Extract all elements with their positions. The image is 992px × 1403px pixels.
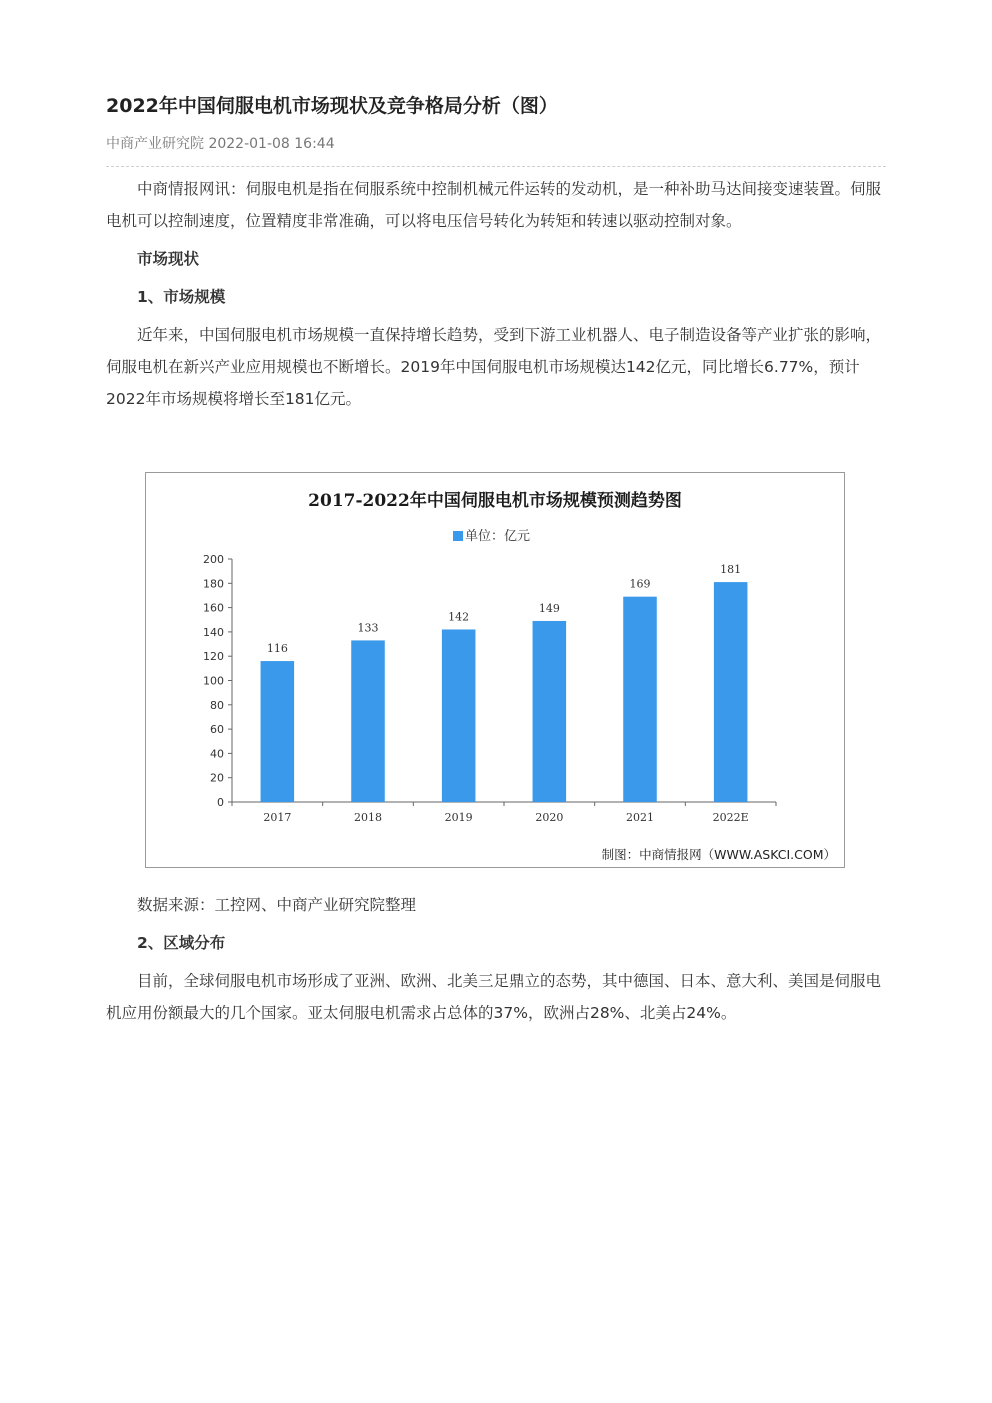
intro-paragraph: 中商情报网讯：伺服电机是指在伺服系统中控制机械元件运转的发动机，是一种补助马达间接变速装置。伺服电机可以控制速度，位置精度非常准确，可以将电压信号转化为转矩和转速以驱动控制对象。 xyxy=(106,180,882,230)
x-tick-label: 2018 xyxy=(354,811,382,824)
chart-credit: 制图：中商情报网（WWW.ASKCI.COM） xyxy=(601,847,836,862)
plot-area xyxy=(203,553,776,824)
bar xyxy=(351,640,385,802)
legend-label: 单位：亿元 xyxy=(465,529,531,544)
subsection-heading-regional: 2、区域分布 xyxy=(137,934,226,952)
data-label: 116 xyxy=(266,642,288,656)
y-tick-label: 100 xyxy=(203,674,224,688)
regional-paragraph: 目前，全球伺服电机市场形成了亚洲、欧洲、北美三足鼎立的态势，其中德国、日本、意大利、美国是伺服电机应用份额最大的几个国家。亚太伺服电机需求占总体的37%，欧洲占28%、北美占24%。 xyxy=(106,972,882,1022)
x-tick-label: 2021 xyxy=(626,811,654,824)
bar-chart xyxy=(146,473,844,867)
article-meta: 中商产业研究院 2022-01-08 16:44 xyxy=(106,136,335,152)
article-continued xyxy=(106,889,886,1029)
bar xyxy=(442,629,476,802)
market-size-paragraph: 近年来，中国伺服电机市场规模一直保持增长趋势，受到下游工业机器人、电子制造设备等产业扩张的影响，伺服电机在新兴产业应用规模也不断增长。2019年中国伺服电机市场规模达142亿元，同比增长6.77%，预计2022年市场规模将增长至181亿元。 xyxy=(106,326,882,408)
x-tick-label: 2019 xyxy=(444,811,473,824)
y-tick-label: 120 xyxy=(203,650,224,664)
y-tick-label: 40 xyxy=(210,747,224,761)
x-tick-label: 2017 xyxy=(263,811,292,824)
y-tick-label: 60 xyxy=(210,723,224,737)
divider xyxy=(106,166,886,167)
y-tick-label: 200 xyxy=(203,553,224,566)
article xyxy=(106,92,886,415)
bar xyxy=(714,582,748,802)
data-label: 169 xyxy=(629,577,651,591)
chart-title: 2017-2022年中国伺服电机市场规模预测趋势图 xyxy=(308,491,682,511)
y-tick-label: 0 xyxy=(217,796,224,809)
data-label: 142 xyxy=(448,610,470,624)
data-label: 181 xyxy=(720,563,742,577)
y-tick-label: 20 xyxy=(210,771,224,785)
y-tick-label: 80 xyxy=(210,698,224,712)
bar xyxy=(261,661,295,802)
data-label: 149 xyxy=(538,601,560,615)
article-title: 2022年中国伺服电机市场现状及竞争格局分析（图） xyxy=(106,95,558,117)
y-tick-label: 180 xyxy=(203,577,224,591)
data-source-note: 数据来源：工控网、中商产业研究院整理 xyxy=(137,896,417,914)
legend-swatch xyxy=(453,531,463,541)
y-tick-label: 160 xyxy=(203,601,224,615)
y-tick-label: 140 xyxy=(203,625,224,639)
bar xyxy=(623,597,657,802)
section-heading: 市场现状 xyxy=(137,250,200,268)
x-tick-label: 2022E xyxy=(712,811,749,824)
subsection-heading-market-size: 1、市场规模 xyxy=(137,288,226,306)
chart-figure xyxy=(145,472,845,868)
data-label: 133 xyxy=(357,621,379,635)
x-tick-label: 2020 xyxy=(535,811,564,824)
bar xyxy=(533,621,567,802)
